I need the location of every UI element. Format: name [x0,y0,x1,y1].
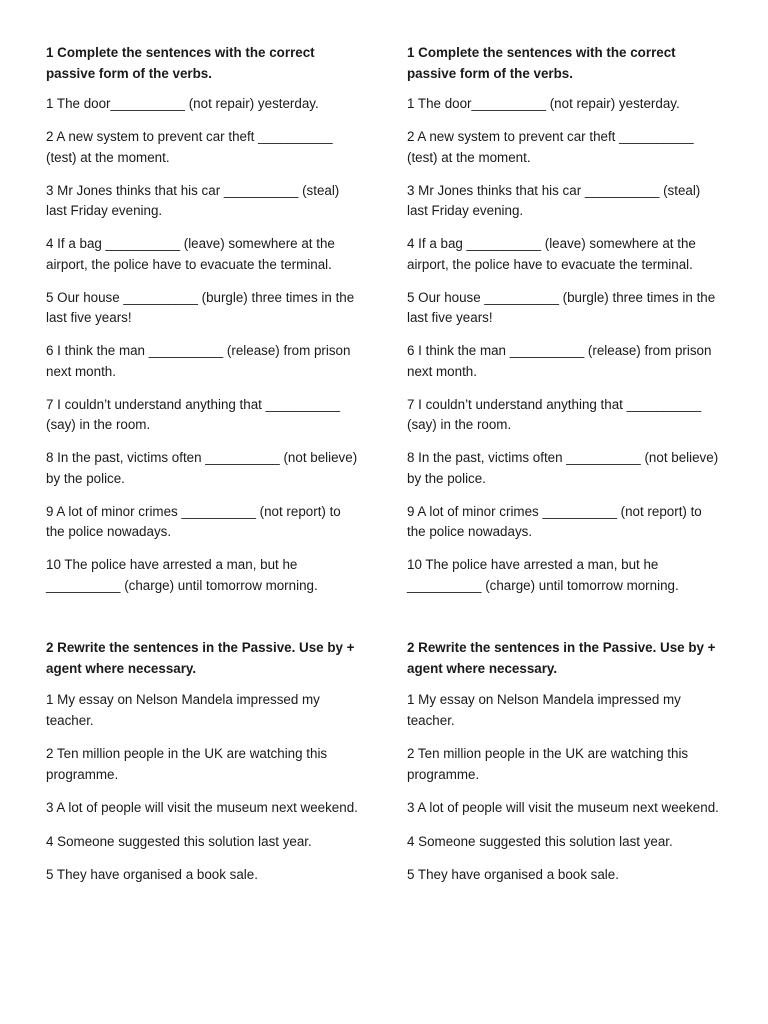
exercise-2-heading-copy: 2 Rewrite the sentences in the Passive. Use by + agent where necessary. [407,640,716,676]
exercise-1-item-5-copy: 5 Our house __________ (burgle) three times in the last five years! [407,289,716,325]
exercise-1-item-8: 8 In the past, victims often __________ (not believe) by the police. [46,450,358,486]
exercise-1-item-7-copy: 7 I couldn’t understand anything that __________ (say) in the room. [407,396,702,432]
exercise-2-item-5: 5 They have organised a book sale. [46,867,258,882]
exercise-1-item-4: 4 If a bag __________ (leave) somewhere at the airport, the police have to evacuate the terminal. [46,236,335,272]
exercise-1-item-9-copy: 9 A lot of minor crimes __________ (not report) to the police nowadays. [407,503,702,539]
exercise-2-item-4-copy: 4 Someone suggested this solution last year. [407,833,673,849]
worksheet-column-right [407,42,723,899]
exercise-1-item-2: 2 A new system to prevent car theft __________ (test) at the moment. [46,129,333,165]
exercise-2-item-3-copy: 3 A lot of people will visit the museum next weekend. [407,800,719,815]
exercise-2-heading: 2 Rewrite the sentences in the Passive. Use by + agent where necessary. [46,640,355,676]
exercise-1-item-8-copy: 8 In the past, victims often __________ (not believe) by the police. [407,450,719,486]
exercise-2-item-3: 3 A lot of people will visit the museum next weekend. [46,800,358,815]
exercise-2-section-copy [407,637,723,886]
exercise-1-item-6-copy: 6 I think the man __________ (release) from prison next month. [407,343,712,379]
exercise-2-item-1: 1 My essay on Nelson Mandela impressed my teacher. [46,692,320,728]
exercise-2-item-5-copy: 5 They have organised a book sale. [407,867,619,882]
worksheet-column-left [46,42,362,899]
exercise-1-section-copy [407,42,723,596]
exercise-2-item-4: 4 Someone suggested this solution last year. [46,833,312,849]
exercise-1-heading-copy: 1 Complete the sentences with the correct passive form of the verbs. [407,45,676,81]
exercise-1-heading: 1 Complete the sentences with the correct passive form of the verbs. [46,45,315,81]
exercise-1-item-7: 7 I couldn’t understand anything that __________ (say) in the room. [46,396,341,432]
exercise-1-item-1-copy: 1 The door__________ (not repair) yesterday. [407,96,680,111]
exercise-2-item-2: 2 Ten million people in the UK are watching this programme. [46,746,328,782]
exercise-1-item-1: 1 The door__________ (not repair) yesterday. [46,96,319,111]
exercise-2-item-2-copy: 2 Ten million people in the UK are watching this programme. [407,746,689,782]
exercise-2-item-1-copy: 1 My essay on Nelson Mandela impressed my teacher. [407,692,681,728]
exercise-1-item-9: 9 A lot of minor crimes __________ (not report) to the police nowadays. [46,503,341,539]
exercise-1-item-5: 5 Our house __________ (burgle) three times in the last five years! [46,289,355,325]
exercise-1-item-2-copy: 2 A new system to prevent car theft __________ (test) at the moment. [407,129,694,165]
exercise-1-item-3: 3 Mr Jones thinks that his car __________ (steal) last Friday evening. [46,182,340,218]
exercise-1-item-10-copy: 10 The police have arrested a man, but he __________ (charge) until tomorrow morning. [407,557,679,593]
exercise-1-item-3-copy: 3 Mr Jones thinks that his car __________ (steal) last Friday evening. [407,182,701,218]
exercise-1-item-4-copy: 4 If a bag __________ (leave) somewhere at the airport, the police have to evacuate the terminal. [407,236,696,272]
exercise-1-item-10: 10 The police have arrested a man, but he __________ (charge) until tomorrow morning. [46,557,318,593]
exercise-2-section [46,637,362,886]
exercise-1-section [46,42,362,596]
exercise-1-item-6: 6 I think the man __________ (release) from prison next month. [46,343,351,379]
